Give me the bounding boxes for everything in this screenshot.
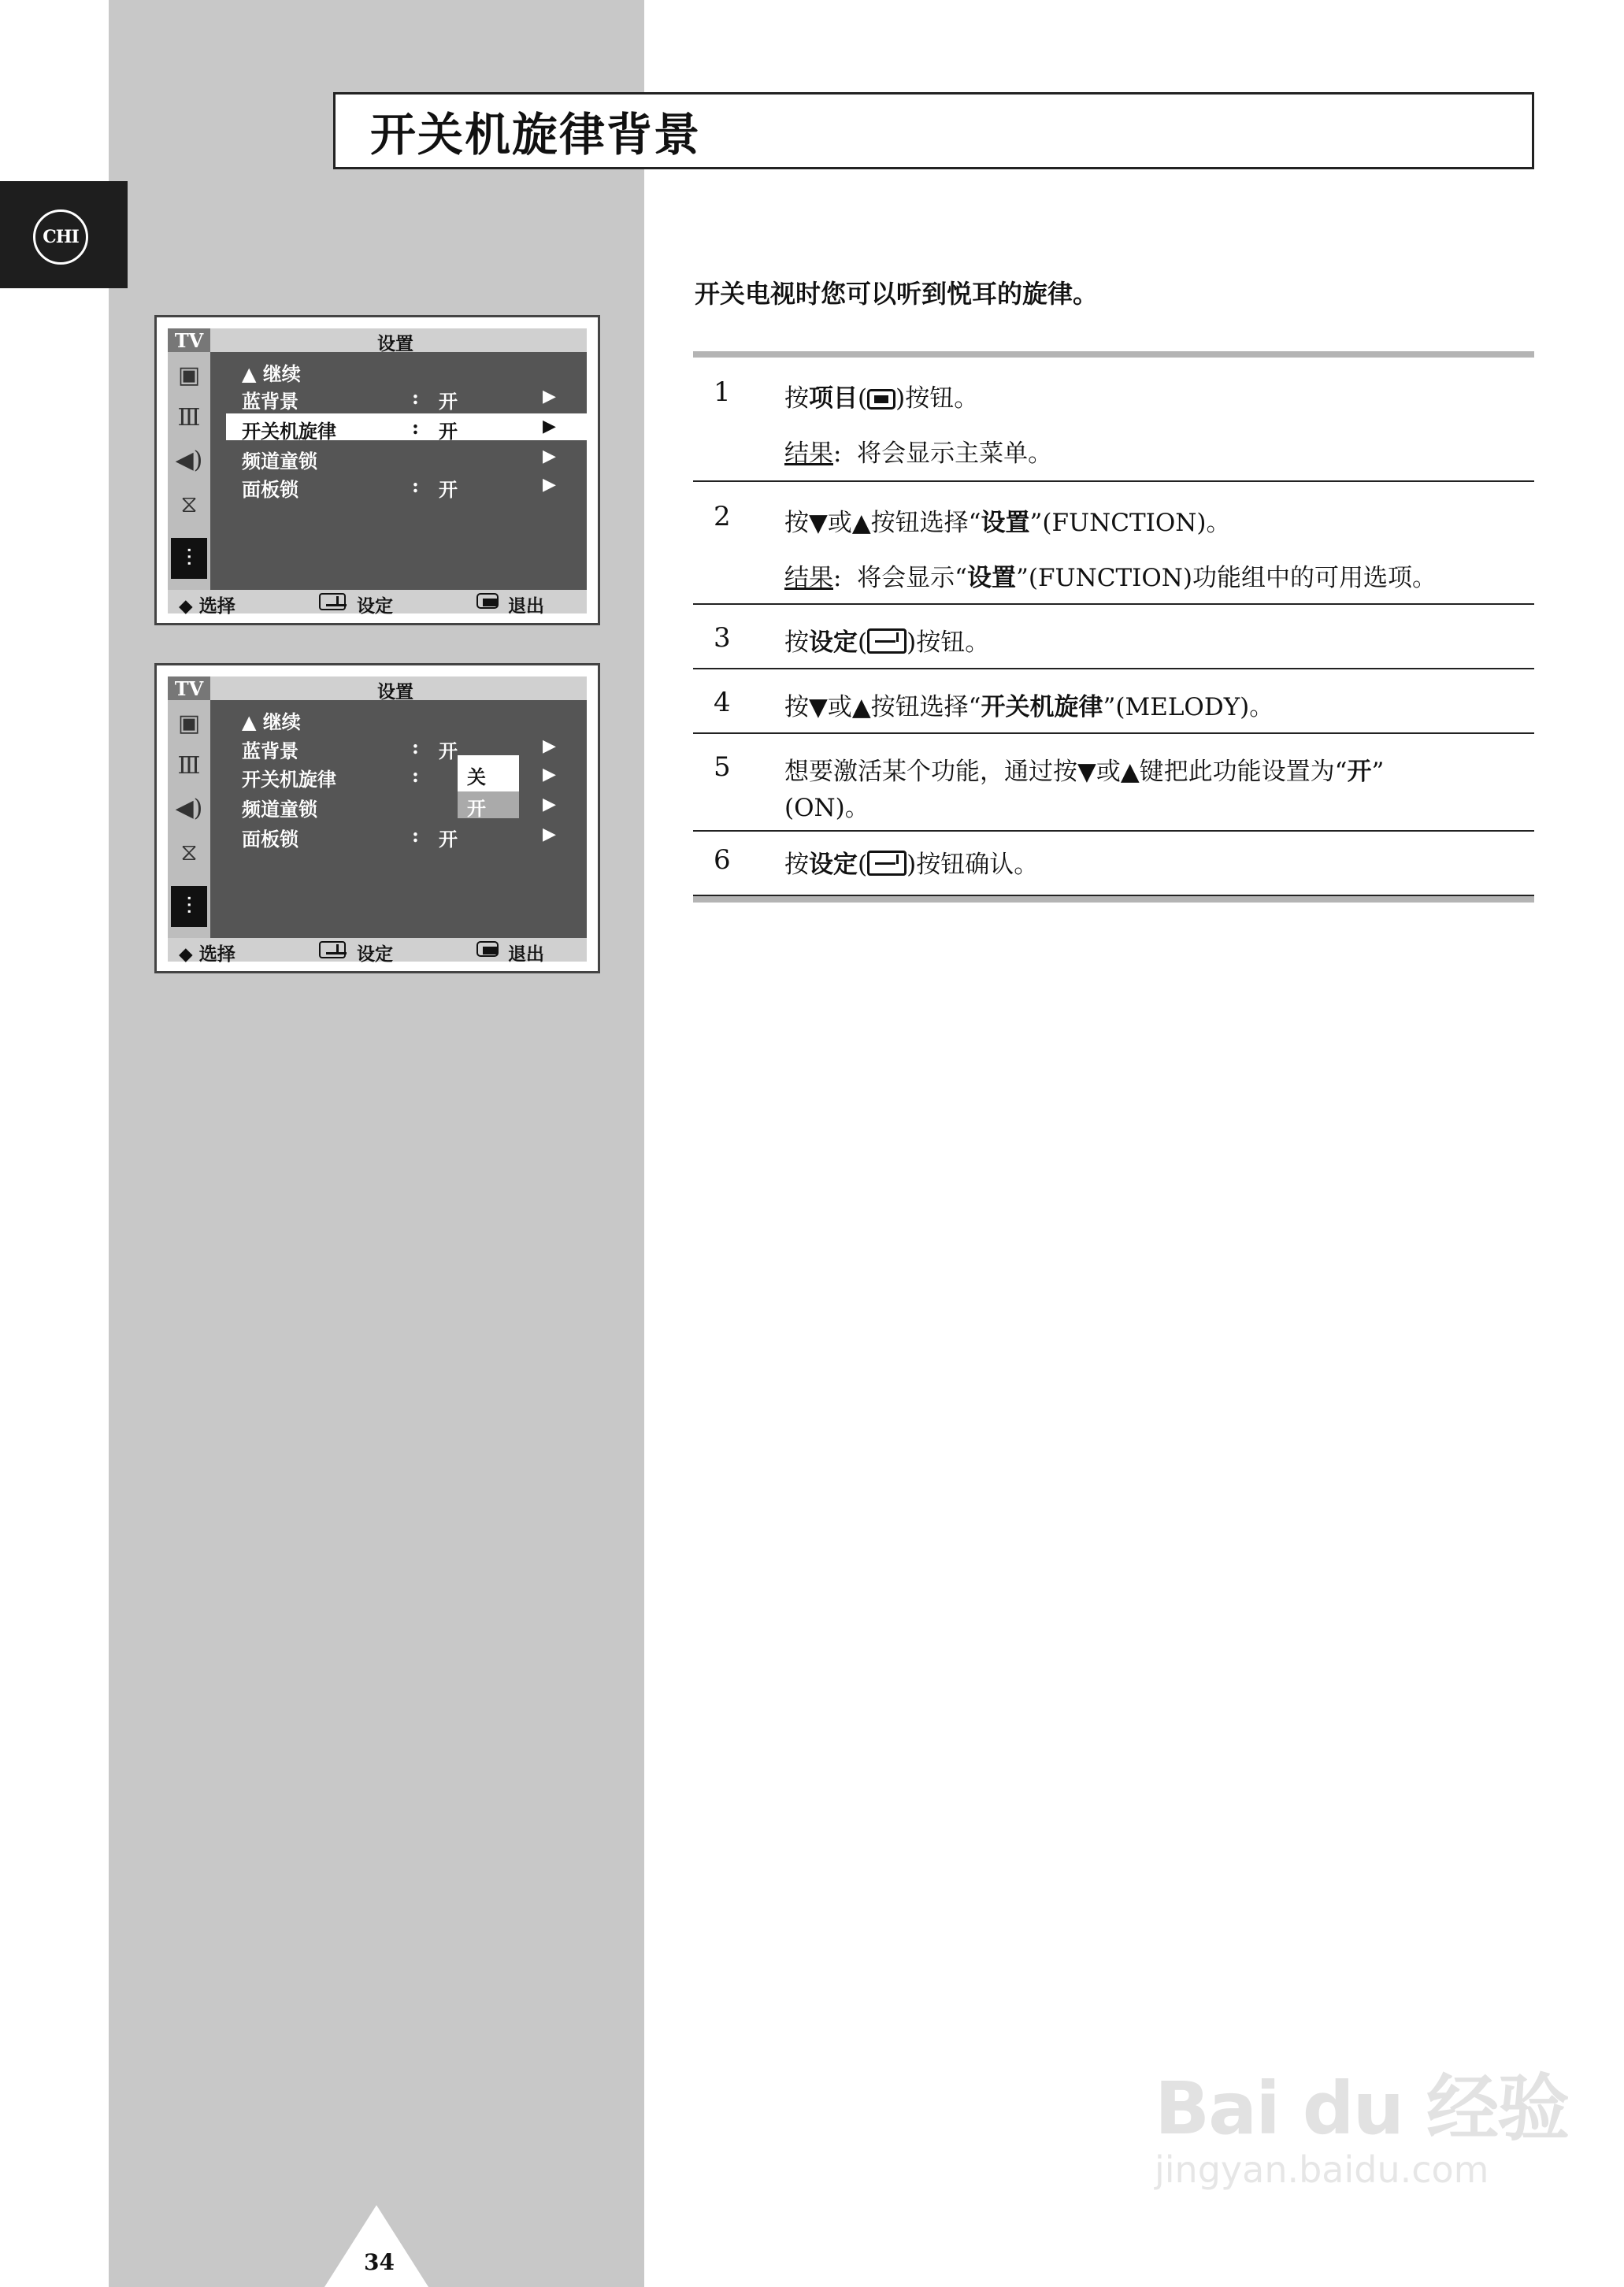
tv-menu-item: 频道童锁 ▶ bbox=[242, 446, 556, 473]
watermark-brand: Bai du 经验 bbox=[1155, 2066, 1569, 2151]
tv-screen bbox=[168, 676, 587, 965]
melody-dropdown bbox=[458, 755, 519, 818]
tv-label: TV bbox=[168, 328, 210, 352]
step-number: 6 bbox=[714, 844, 731, 876]
enter-button-icon bbox=[867, 628, 907, 654]
picture-icon: ▣ bbox=[177, 709, 201, 737]
antenna-icon: ⧖ bbox=[180, 490, 198, 518]
step-text: 按▼或▲按钮选择“开关机旋律”(MELODY)。 bbox=[784, 693, 1274, 721]
step-number: 4 bbox=[714, 687, 731, 718]
tv-menu-item: 面板锁 : 开 ▶ bbox=[242, 824, 556, 851]
footer-set: 设定 bbox=[357, 595, 393, 617]
function-icon: ⫶ bbox=[171, 886, 207, 927]
footer-select: ◆ 选择 bbox=[179, 595, 235, 617]
channel-icon: Ⅲ bbox=[177, 751, 201, 780]
intro-text: 开关电视时您可以听到悦耳的旋律。 bbox=[695, 279, 1099, 309]
channel-icon: Ⅲ bbox=[177, 403, 201, 432]
step-number: 2 bbox=[714, 501, 731, 532]
tv-menu-item: 面板锁 : 开 ▶ bbox=[242, 474, 556, 501]
picture-icon: ▣ bbox=[177, 361, 201, 389]
tv-icon-column bbox=[168, 700, 210, 938]
step-text: 按项目( )按钮。 bbox=[784, 384, 979, 413]
step-row bbox=[693, 734, 1534, 832]
footer-exit: 退出 bbox=[508, 943, 544, 965]
tv-title-bar bbox=[168, 676, 587, 700]
tv-menu-item-selected: 开关机旋律 : 开 ▶ bbox=[226, 413, 587, 440]
bottom-rule bbox=[693, 896, 1534, 903]
sound-icon: ◀) bbox=[175, 794, 203, 822]
tv-menu-item: 频道童锁 ▶ bbox=[242, 794, 556, 821]
step-result: 结果: 将会显示“设置”(FUNCTION)功能组中的可用选项。 bbox=[784, 564, 1437, 592]
tv-menu-item: 蓝背景 : 开 ▶ bbox=[242, 736, 556, 762]
tv-menu-item: 开关机旋律 : ▶ bbox=[242, 764, 556, 791]
step-text: 按设定( )按钮确认。 bbox=[784, 851, 1039, 879]
watermark-url: jingyan.baidu.com bbox=[1155, 2148, 1489, 2191]
baidu-watermark bbox=[1155, 2051, 1568, 2191]
steps-table bbox=[693, 351, 1534, 903]
step-text: 按设定( )按钮。 bbox=[784, 628, 990, 657]
menu-button-icon bbox=[867, 389, 895, 410]
footer-exit: 退出 bbox=[508, 595, 544, 617]
step-number: 1 bbox=[714, 376, 731, 408]
sound-icon: ◀) bbox=[175, 446, 203, 474]
footer-set: 设定 bbox=[357, 943, 393, 965]
tv-footer bbox=[168, 938, 587, 965]
step-number: 5 bbox=[714, 751, 731, 783]
page-number: 34 bbox=[364, 2249, 395, 2275]
top-rule bbox=[693, 351, 1534, 358]
step-row bbox=[693, 605, 1534, 669]
language-badge: CHI bbox=[33, 209, 88, 265]
tv-menu-item: 蓝背景 : 开 ▶ bbox=[242, 386, 556, 413]
tv-menu-title: 设置 bbox=[377, 333, 413, 354]
step-text: 按▼或▲按钮选择“设置”(FUNCTION)。 bbox=[784, 509, 1231, 537]
dropdown-option-on: 开 bbox=[458, 791, 519, 818]
step-text: 想要激活某个功能，通过按▼或▲键把此功能设置为“开” bbox=[784, 758, 1385, 786]
function-icon: ⫶ bbox=[171, 538, 207, 579]
page-title bbox=[333, 92, 1534, 169]
tv-title-bar bbox=[168, 328, 587, 352]
tv-continue: ▲ 继续 bbox=[242, 362, 301, 385]
antenna-icon: ⧖ bbox=[180, 838, 198, 866]
step-number: 3 bbox=[714, 622, 731, 654]
tv-menu-title: 设置 bbox=[377, 681, 413, 702]
page-title-text: 开关机旋律背景 bbox=[370, 108, 702, 161]
step-row bbox=[693, 482, 1534, 605]
tv-icon-column bbox=[168, 352, 210, 590]
step-row bbox=[693, 358, 1534, 482]
tv-menu-screenshot-2 bbox=[154, 663, 600, 973]
tv-label: TV bbox=[168, 676, 210, 700]
step-result: 结果: 将会显示主菜单。 bbox=[784, 439, 1053, 468]
tv-screen bbox=[168, 328, 587, 617]
footer-select: ◆ 选择 bbox=[179, 943, 235, 965]
step-row bbox=[693, 832, 1534, 896]
tv-menu-screenshot-1 bbox=[154, 315, 600, 625]
dropdown-option-off: 关 bbox=[458, 755, 519, 791]
step-row bbox=[693, 669, 1534, 734]
tv-footer bbox=[168, 590, 587, 617]
tv-continue: ▲ 继续 bbox=[242, 710, 301, 733]
step-text-line2: (ON)。 bbox=[784, 794, 869, 822]
enter-button-icon bbox=[867, 851, 907, 876]
